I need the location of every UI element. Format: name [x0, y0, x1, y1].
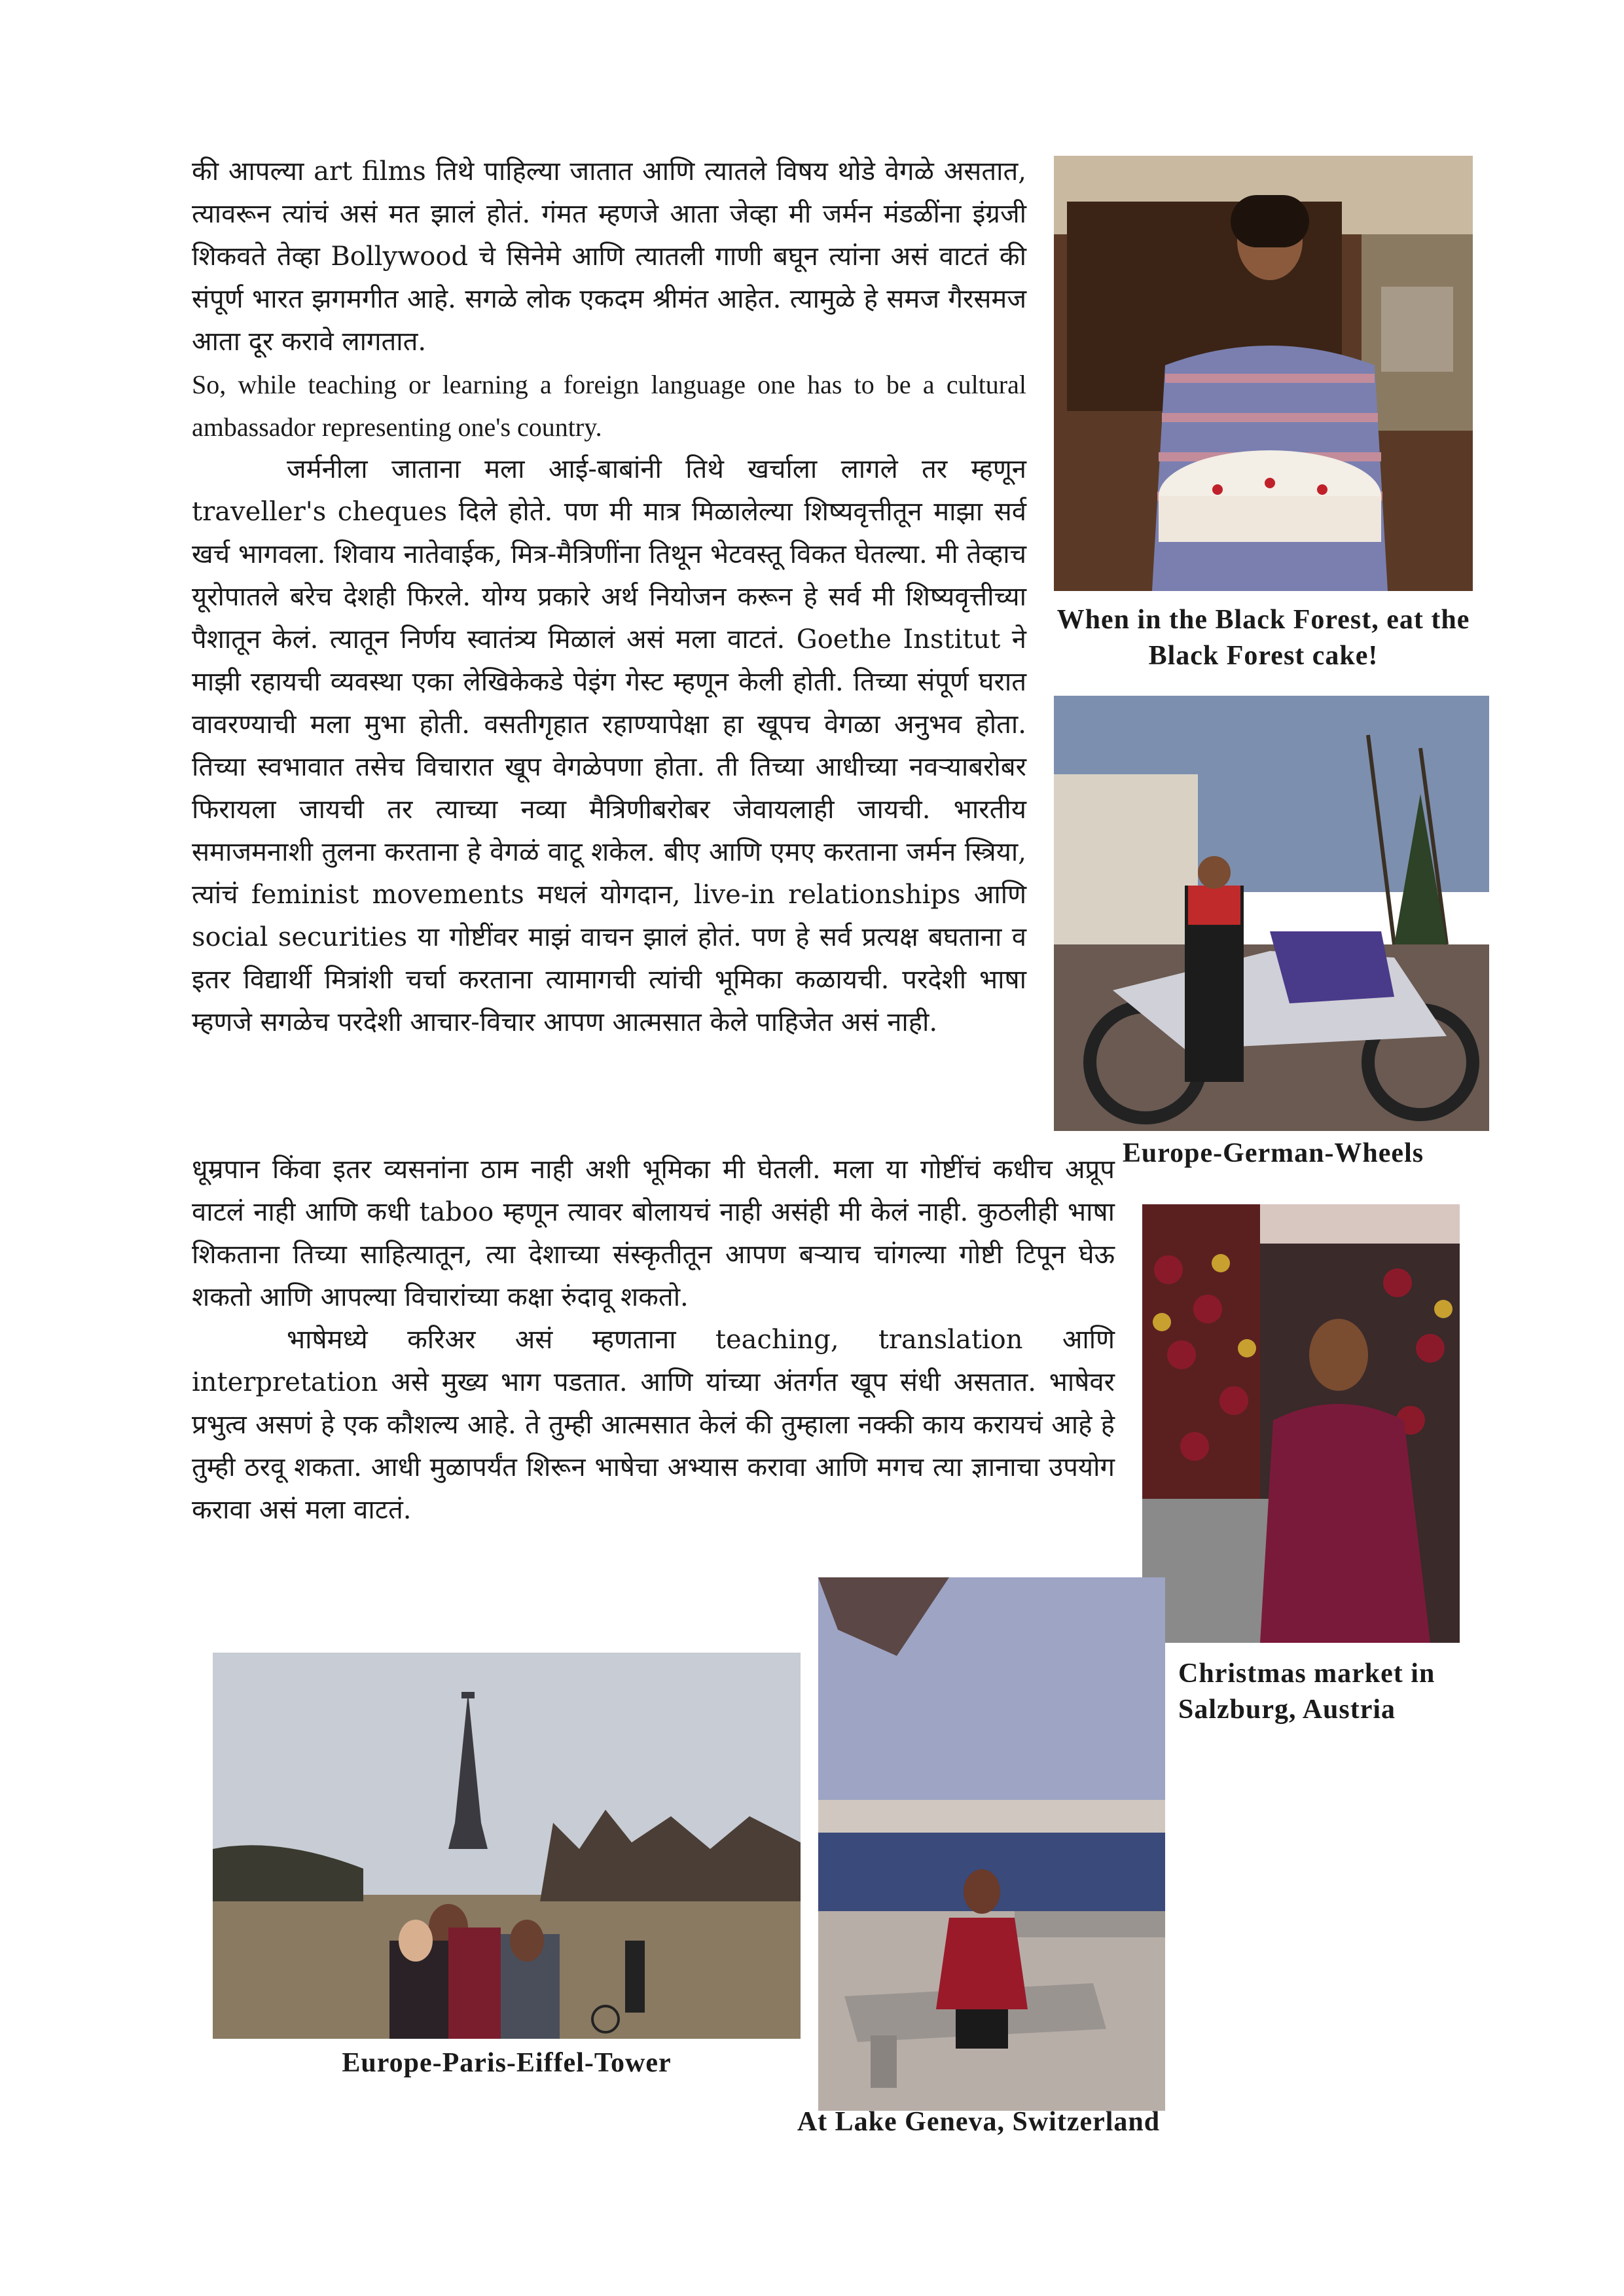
paragraph-cultural-ambassador: So, while teaching or learning a foreign language one has to be a cultural ambassador representing one's country. [192, 370, 1026, 442]
article-text-upper [192, 151, 1026, 1044]
caption-christmas-market: Christmas market in Salzburg, Austria [1178, 1659, 1435, 1725]
paragraph-smoking: धूम्रपान किंवा इतर व्यसनांना ठाम नाही अशी भूमिका मी घेतली. मला या गोष्टींचं कधीच अप्रूप वाटलं नाही आणि कधी taboo म्हणून त्यावर बोलायचं नाही असंही मी केलं नाही. कुठलीही भाषा शिकताना तिच्या साहित्यातून, त्या देशाच्या संस्कृतीतून आपण बऱ्याच चांगल्या गोष्टी टिपून घेऊ शकतो आणि आपल्या विचारांच्या कक्षा रुंदावू शकतो. [192, 1155, 1115, 1312]
photo-german-wheels [1054, 696, 1489, 1131]
caption-black-forest: When in the Black Forest, eat the Black Forest cake! [1056, 605, 1470, 671]
photo-christmas-market [1142, 1204, 1460, 1643]
paragraph-misconceptions: की आपल्या art films तिथे पाहिल्या जातात आणि त्यातले विषय थोडे वेगळे असतात, त्यावरून त्यांचं असं मत झालं होतं. गंमत म्हणजे आता जेव्हा मी जर्मन मंडळींना इंग्रजी शिकवते तेव्हा Bollywood चे सिनेमे आणि त्यातली गाणी बघून त्यांना असं वाटतं की संपूर्ण भारत झगमगीत आहे. सगळे लोक एकदम श्रीमंत आहेत. त्यामुळे हे समज गैरसमज आता दूर करावे लागतात. [192, 156, 1026, 357]
paragraph-career: भाषेमध्ये करिअर असं म्हणताना teaching, translation आणि interpretation असे मुख्य भाग पडतात. आणि यांच्या अंतर्गत खूप संधी असतात. भाषेवर प्रभुत्व असणं हे एक कौशल्य आहे. ते तुम्ही आत्मसात केलं की तुम्हाला नक्की काय करायचं आहे हे तुम्ही ठरवू शकता. आधी मुळापर्यंत शिरून भाषेचा अभ्यास करावा आणि मगच त्या ज्ञानाचा उपयोग करावा असं मला वाटतं. [192, 1325, 1115, 1525]
article-text-lower [192, 1149, 1115, 1532]
paragraph-scholarship: जर्मनीला जाताना मला आई-बाबांनी तिथे खर्चाला लागले तर म्हणून traveller's cheques दिले होते. पण मी मात्र मिळालेल्या शिष्यवृत्तीतून माझा सर्व खर्च भागवला. शिवाय नातेवाईक, मित्र-मैत्रिणींना तिथून भेटवस्तू विकत घेतल्या. मी तेव्हाच यूरोपातले बरेच देशही फिरले. योग्य प्रकारे अर्थ नियोजन करून हे सर्व मी शिष्यवृत्तीच्या पैशातून केलं. त्यातून निर्णय स्वातंत्र्य मिळालं असं मला वाटतं. Goethe Institut ने माझी रहायची व्यवस्था एका लेखिकेकडे पेइंग गेस्ट म्हणून केली होती. तिच्या संपूर्ण घरात वावरण्याची मला मुभा होती. वसतीगृहात रहाण्यापेक्षा हा खूपच वेगळा अनुभव होता. तिच्या स्वभावात तसेच विचारात खूप वेगळेपणा होता. ती तिच्या आधीच्या नवऱ्याबरोबर फिरायला जायची तर त्याच्या नव्या मैत्रिणीबरोबर जेवायलाही जायची. भारतीय समाजमनाशी तुलना करताना हे वेगळं वाटू शकेल. बीए आणि एमए करताना जर्मन स्त्रिया, त्यांचं feminist movements मधलं योगदान, live-in relationships आणि social securities या गोष्टींवर माझं वाचन झालं होतं. पण हे सर्व प्रत्यक्ष बघताना व इतर विद्यार्थी मित्रांशी चर्चा करताना त्यामागची त्यांची भूमिका कळायची. परदेशी भाषा म्हणजे सगळेच परदेशी आचार-विचार आपण आत्मसात केले पाहिजेत असं नाही. [192, 454, 1026, 1037]
photo-lake-geneva [818, 1577, 1165, 2111]
caption-eiffel: Europe-Paris-Eiffel-Tower [342, 2048, 672, 2078]
photo-black-forest-cake [1054, 156, 1473, 591]
photo-eiffel-tower [213, 1653, 801, 2039]
caption-german-wheels: Europe-German-Wheels [1122, 1138, 1424, 1168]
caption-geneva: At Lake Geneva, Switzerland [797, 2107, 1161, 2137]
